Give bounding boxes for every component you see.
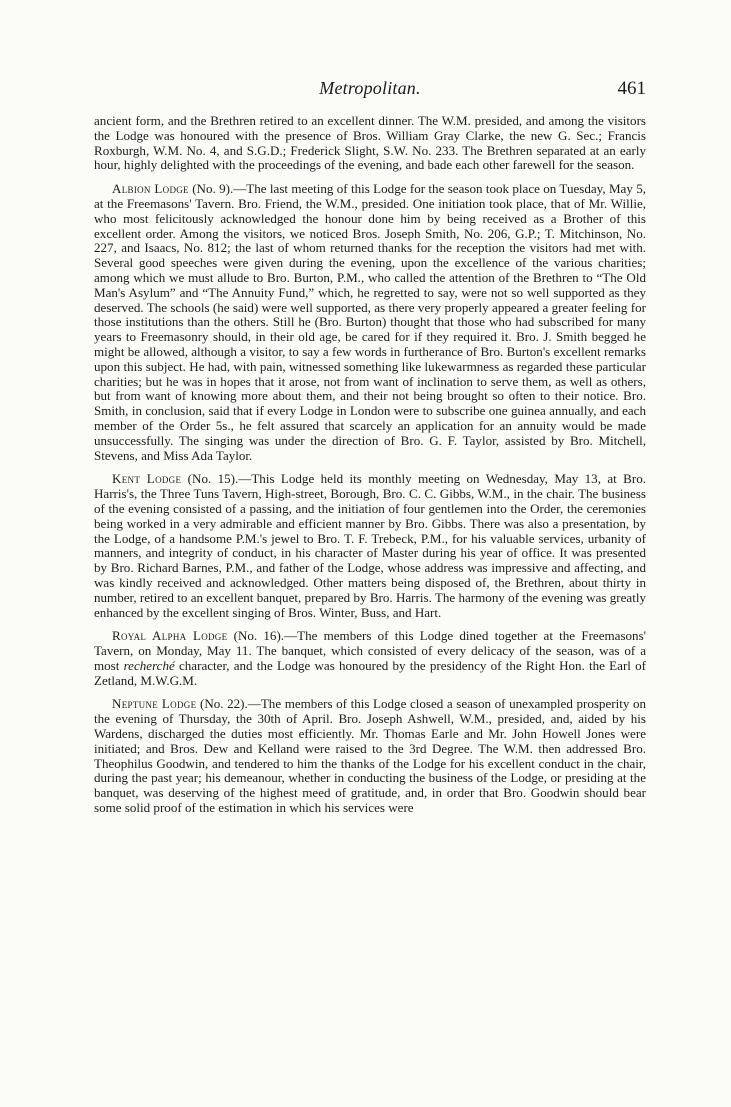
paragraph-text: (No. 15).—This Lodge held its monthly meeting on Wednesday, May 13, at Bro. Harris's, the Three Tuns Tavern, High-street, Borough, Bro. C. C. Gibbs, W.M., in the chair. The business of the evening consisted of a passing, and the initiation of four gentlemen into the Order, the ceremonies being worked in a very admirable and efficient manner by Bro. Gibbs. There was also a presentation, by the Lodge, of a handsome P.M.'s jewel to Bro. T. F. Trebeck, P.M., for his valuable services, urbanity of manners, and integrity of conduct, in his character of Master during his year of office. It was presented by Bro. Richard Barnes, P.M., and father of the Lodge, whose address was impressive and affecting, and was kindly received and acknowledged. Other matters being disposed of, the Brethren, about thirty in number, retired to an excellent banquet, prepared by Bro. Harris. The harmony of the evening was greatly enhanced by the excellent singing of Bros. Winter, Buss, and Hart. [94,471,646,620]
paragraph-text: (No. 16).—The members of this Lodge dined together at the Freemasons' Tavern, on Monday, May 11. The banquet, which consisted of every delicacy of the season, was of a most [94,628,646,673]
paragraph-text: ancient form, and the Brethren retired to an excellent dinner. The W.M. presided, and among the visitors the Lodge was honoured with the presence of Bros. William Gray Clarke, the new G. Sec.; Francis Roxburgh, W.M. No. 4, and S.G.D.; Frederick Slight, S.W. No. 233. The Brethren separated at an early hour, highly delighted with the proceedings of the evening, and bade each other farewell for the season. [94,113,646,173]
running-title: Metropolitan. [319,78,421,98]
lodge-name: Royal Alpha Lodge [112,628,228,644]
page-header [94,78,646,106]
paragraph-text: character, and the Lodge was honoured by the presidency of the Right Hon. the Earl of Zetland, M.W.G.M. [94,657,646,688]
paragraph-text: (No. 9).—The last meeting of this Lodge for the season took place on Tuesday, May 5, at the Freemasons' Tavern. Bro. Friend, the W.M., presided. One initiation took place, that of Mr. Willie, who most felicitously acknowledged the honour done him by being received as a Brother of this excellent order. Among the visitors, we noticed Bros. Joseph Smith, No. 206, G.P.; T. Mitchinson, No. 227, and Isaacs, No. 812; the last of whom returned thanks for the reception the visitors had met with. Several good speeches were given during the evening, upon the excellence of the various charities; among which we must allude to Bro. Burton, P.M., who called the attention of the Brethren to “The Old Man's Asylum” and “The Annuity Fund,” which, he regretted to say, were not so well supported as they deserved. The schools (he said) were well supported, as there very properly appeared a greater feeling for those institutions than the others. Still he (Bro. Burton) thought that those who had subscribed for many years to Freemasonry should, in their old age, be cared for if they required it. Bro. J. Smith begged he might be allowed, although a visitor, to say a few words in furtherance of Bro. Burton's excellent remarks upon this subject. He had, with pain, witnessed something like lukewarmness as regarded these particular charities; but he was in hopes that it arose, not from want of inclination to serve them, as well as others, but from want of knowing more about them, and their not being brought so often to their notice. Bro. Smith, in conclusion, said that if every Lodge in London were to subscribe one guinea annually, and each member of the Order 5s., he felt assured that scarcely an application for an annuity would be made unsuccessfully. The singing was under the direction of Bro. G. F. Taylor, assisted by Bro. Mitchell, Stevens, and Miss Ada Taylor. [94,181,646,463]
italic-term: recherché [123,657,175,673]
paragraph-albion-lodge [94,182,646,463]
paragraph-royal-alpha-lodge [94,629,646,688]
lodge-name: Kent Lodge [112,471,182,487]
lodge-name: Albion Lodge [112,181,189,197]
paragraph-kent-lodge [94,472,646,620]
paragraph-neptune-lodge [94,697,646,815]
paragraph-text: (No. 22).—The members of this Lodge closed a season of unexampled prosperity on the evening of Thursday, the 30th of April. Bro. Joseph Ashwell, W.M., presided, and, aided by his Wardens, discharged the duties most efficiently. Mr. Thomas Earle and Mr. John Howell Jones were initiated; and Bros. Dew and Kelland were raised to the 3rd Degree. The W.M. then addressed Bro. Theophilus Goodwin, and tendered to him the thanks of the Lodge for his excellent conduct in the chair, during the past year; his demeanour, whether in conducting the business of the Lodge, or presiding at the banquet, was deserving of the highest meed of gratitude, and, in order that Bro. Goodwin should bear some solid proof of the estimation in which his services were [94,696,647,816]
page-number: 461 [617,78,646,99]
paragraph-continuation [94,114,646,173]
article-body [94,114,646,825]
lodge-name: Neptune Lodge [112,696,197,712]
